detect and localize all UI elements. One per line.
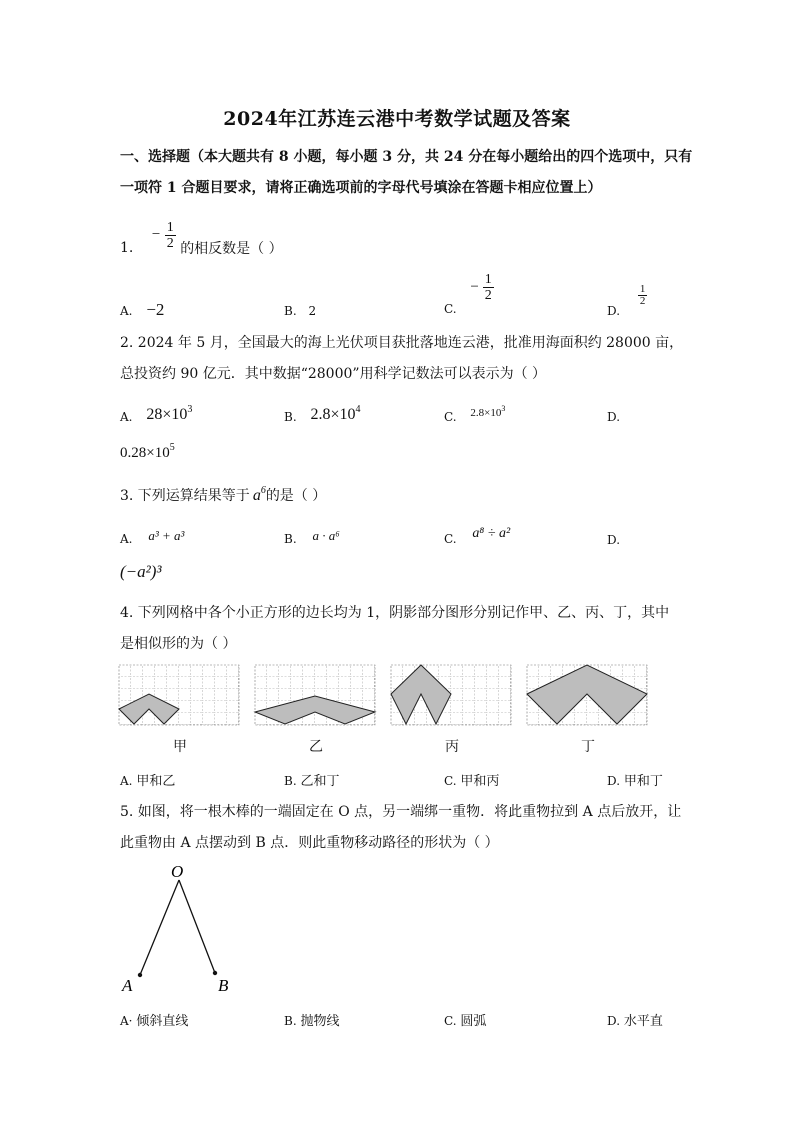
q4-stem-line1: 4. 下列网格中各个小正方形的边长均为 1，阴影部分图形分别记作甲、乙、丙、丁，其中 bbox=[120, 605, 670, 621]
q1-stem bbox=[120, 212, 283, 258]
q4-option-a[interactable]: A. 甲和乙 bbox=[120, 774, 176, 789]
q2-option-a[interactable]: A. $28\times 10^3$ bbox=[120, 404, 193, 424]
q1-option-a[interactable]: A. −2 bbox=[120, 300, 165, 319]
q3-expr: $a^6$ bbox=[252, 485, 266, 504]
q3-option-c[interactable]: C. a⁸ ÷ a² bbox=[444, 526, 511, 546]
grid-jia bbox=[119, 665, 239, 725]
q1-option-c[interactable]: C. − $\frac{1}{2}$ bbox=[444, 272, 492, 316]
q5-option-b[interactable]: B. 抛物线 bbox=[284, 1014, 340, 1029]
q4-option-c[interactable]: C. 甲和丙 bbox=[444, 774, 500, 789]
q5-option-c[interactable]: C. 圆弧 bbox=[444, 1014, 487, 1029]
grid-label-yi: 乙 bbox=[309, 739, 323, 755]
section-heading-line2: 一项符 1 合题目要求，请将正确选项前的字母代号填涂在答题卡相应位置上） bbox=[120, 180, 602, 196]
q1-frac-sign: − bbox=[151, 226, 161, 243]
q4-grid-figures bbox=[118, 664, 652, 728]
grid-ding bbox=[527, 665, 647, 725]
q4-option-d[interactable]: D. 甲和丁 bbox=[607, 774, 663, 789]
grid-label-jia: 甲 bbox=[173, 739, 187, 755]
q2-option-c[interactable]: C. $2.8\times 10^3$ bbox=[444, 404, 506, 424]
q4-option-b[interactable]: B. 乙和丁 bbox=[284, 774, 340, 789]
q3-option-d-label[interactable]: D. bbox=[607, 533, 621, 547]
point-o-label: O bbox=[171, 862, 184, 881]
q3-stem: 3. 下列运算结果等于 $a^6$的是（ ） bbox=[120, 485, 327, 504]
section-heading-line1: 一、选择题（本大题共有 8 小题，每小题 3 分，共 24 分在每小题给出的四个选项中，只有 bbox=[120, 149, 693, 165]
point-a-label: A bbox=[122, 976, 133, 995]
q1-fraction bbox=[165, 220, 176, 251]
q1-option-d[interactable]: D. $\frac{1}{2}$ bbox=[607, 283, 646, 318]
q2-option-d-label[interactable]: D. bbox=[607, 410, 621, 424]
q5-option-a[interactable]: A· 倾斜直线 bbox=[120, 1014, 189, 1029]
point-a-dot bbox=[138, 973, 142, 977]
q5-option-d[interactable]: D. 水平直 bbox=[607, 1014, 663, 1029]
q1-text: 的相反数是（ ） bbox=[180, 241, 283, 257]
q2-stem-line2: 总投资约 90 亿元．其中数据“28000”用科学记数法可以表示为（ ） bbox=[120, 366, 547, 382]
grid-bing bbox=[391, 665, 511, 725]
q2-stem-line1: 2. 2024 年 5 月，全国最大的海上光伏项目获批落地连云港，批准用海面积约 28000 亩， bbox=[120, 335, 684, 351]
q1-frac-num: 1 bbox=[166, 219, 174, 235]
point-b-dot bbox=[213, 971, 217, 975]
q3-option-d-value: (−a²)³ bbox=[120, 562, 162, 581]
grid-label-bing: 丙 bbox=[445, 739, 459, 755]
q5-stem-line1: 5. 如图，将一根木棒的一端固定在 O 点，另一端绑一重物．将此重物拉到 A 点后放开，让 bbox=[120, 804, 682, 820]
q2-option-d-value: $0.28\times 10^5$ bbox=[120, 442, 175, 461]
q1-number: 1. bbox=[120, 240, 134, 256]
q4-stem-line2: 是相似形的为（ ） bbox=[120, 636, 237, 652]
q1-option-b[interactable]: B. 2 bbox=[284, 304, 317, 318]
page-title: 2024年江苏连云港中考数学试题及答案 bbox=[223, 108, 571, 130]
q3-option-b[interactable]: B. a · a⁶ bbox=[284, 528, 340, 546]
q5-stem-line2: 此重物由 A 点摆动到 B 点．则此重物移动路径的形状为（ ） bbox=[120, 835, 499, 851]
q3-option-a[interactable]: A. a³ + a³ bbox=[120, 528, 185, 546]
grid-yi bbox=[255, 665, 375, 725]
q5-pendulum-diagram bbox=[116, 858, 246, 998]
point-b-label: B bbox=[218, 976, 229, 995]
q1-frac-den: 2 bbox=[166, 235, 174, 251]
q2-option-b[interactable]: B. $2.8\times 10^4$ bbox=[284, 404, 361, 424]
grid-label-ding: 丁 bbox=[581, 739, 595, 755]
